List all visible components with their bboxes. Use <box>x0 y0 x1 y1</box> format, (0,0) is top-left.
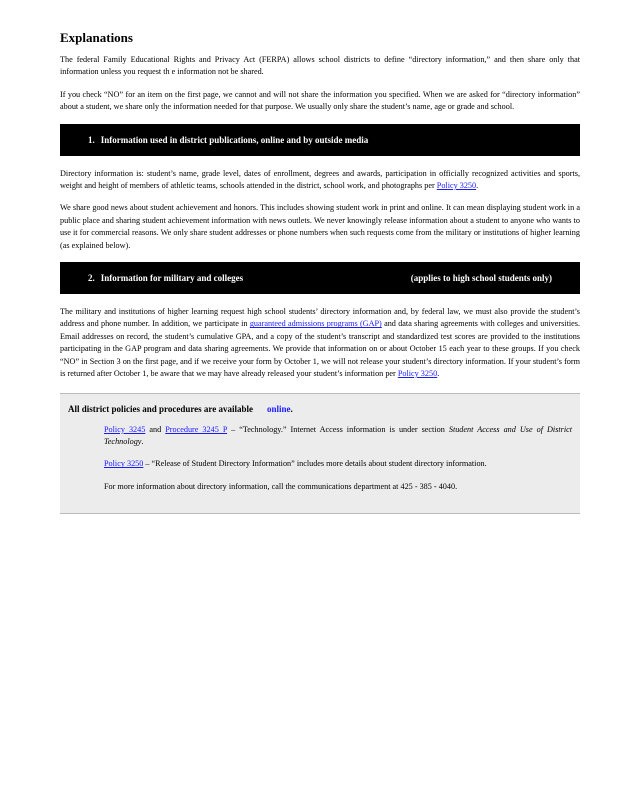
policies-heading-text: All district policies and procedures are available <box>68 403 253 414</box>
section-2-paragraph <box>60 306 580 380</box>
policy-3250-link-3[interactable]: Policy 3250 <box>104 459 144 469</box>
section-2-scope: (applies to high school students only) <box>410 273 552 284</box>
technology-text: – “Technology.” Internet Access information is under section <box>231 424 445 434</box>
policy-3250-link[interactable]: Policy 3250 <box>436 181 477 191</box>
bullet-icon <box>90 424 104 449</box>
document-page <box>60 30 580 514</box>
policies-box <box>60 393 580 515</box>
release-text: – “Release of Student Directory Information” includes more details about student directory information. <box>145 459 487 469</box>
section-name-italic: Student Access and Use of District Technology <box>104 424 573 446</box>
page-title: Explanations <box>60 30 133 45</box>
list-item-text <box>104 424 572 449</box>
bullet-icon <box>90 481 104 493</box>
list-item <box>90 424 572 449</box>
policy-3245-link[interactable]: Policy 3245 <box>104 424 146 434</box>
section-1-paragraph-1-text: Directory information is: student’s name, grade level, dates of enrollment, degrees and awards, participation in officially recognized activities and sports, weight and height of members of athletic teams, schools attended in the district, school work, and photographs per <box>60 168 580 191</box>
intro-paragraph-1: The federal Family Educational Rights and Privacy Act (FERPA) allows school districts to define “directory information,” and then share only that information unless you request th e information not be shared. <box>60 55 580 77</box>
list-item-text <box>104 458 572 470</box>
item-end: . <box>141 436 144 446</box>
gap-link[interactable]: guaranteed admissions programs (GAP) <box>249 319 382 329</box>
procedure-3245p-link[interactable]: Procedure 3245 P <box>165 424 228 434</box>
bullet-icon <box>90 458 104 470</box>
section-1-number: 1. <box>88 134 95 145</box>
and-text: and <box>149 424 162 434</box>
list-item <box>90 481 572 493</box>
section-2-header <box>60 262 580 294</box>
online-link[interactable]: online <box>267 403 291 414</box>
section-1-title: Information used in district publications, online and by outside media <box>100 134 369 145</box>
section-1-paragraph-1-end: . <box>476 181 479 191</box>
contact-text: For more information about directory information, call the communications department at 425 - 385 - 4040. <box>104 481 458 491</box>
section-2-title: Information for military and colleges <box>100 273 244 284</box>
section-2-end: . <box>437 369 440 379</box>
list-item <box>90 458 572 470</box>
section-1-paragraph-2: We share good news about student achievement and honors. This includes showing student work in print and online. It can mean displaying student work in a public place and sharing student achievement information with news outlets. We never knowingly release information about a student to anyone who wants to use it for commercial reasons. We only share student addresses or phone numbers when such requests come from the military or institutions of higher learning (as explained below). <box>60 203 580 250</box>
section-1-header <box>60 124 580 156</box>
section-2-text-b: and data sharing agreements with colleges and universities. Email addresses on record, the student’s cumulative GPA, and a copy of the student’s transcript and standardized test scores are provided to the institutions participating in the GAP program and data sharing agreements. We provide that information on or about October 15 each year to these groups. If you check “NO” in Section 3 on the first page, and if we receive your form by October 1, we will not release your student’s directory information. If your student’s form is returned after October 1, be aware that we may have already released your student’s information per <box>60 319 580 379</box>
policy-3250-link-2[interactable]: Policy 3250 <box>397 369 438 379</box>
section-1-paragraph-1 <box>60 168 580 193</box>
intro-paragraph-2: If you check “NO” for an item on the first page, we cannot and will not share the information you specified. When we are asked for “directory information” about a student, we share only the information needed for that purpose. We usually only share the student’s name, age or grade and school. <box>60 89 580 112</box>
policies-heading <box>68 404 572 414</box>
policies-list <box>68 424 572 494</box>
section-2-number: 2. <box>88 273 95 284</box>
section-2-text-a: The military and institutions of higher learning request high school students’ directory information and, by federal law, we must also provide the student’s address and phone number. In addition, we participate in <box>60 307 580 329</box>
policies-heading-end: . <box>290 403 293 414</box>
